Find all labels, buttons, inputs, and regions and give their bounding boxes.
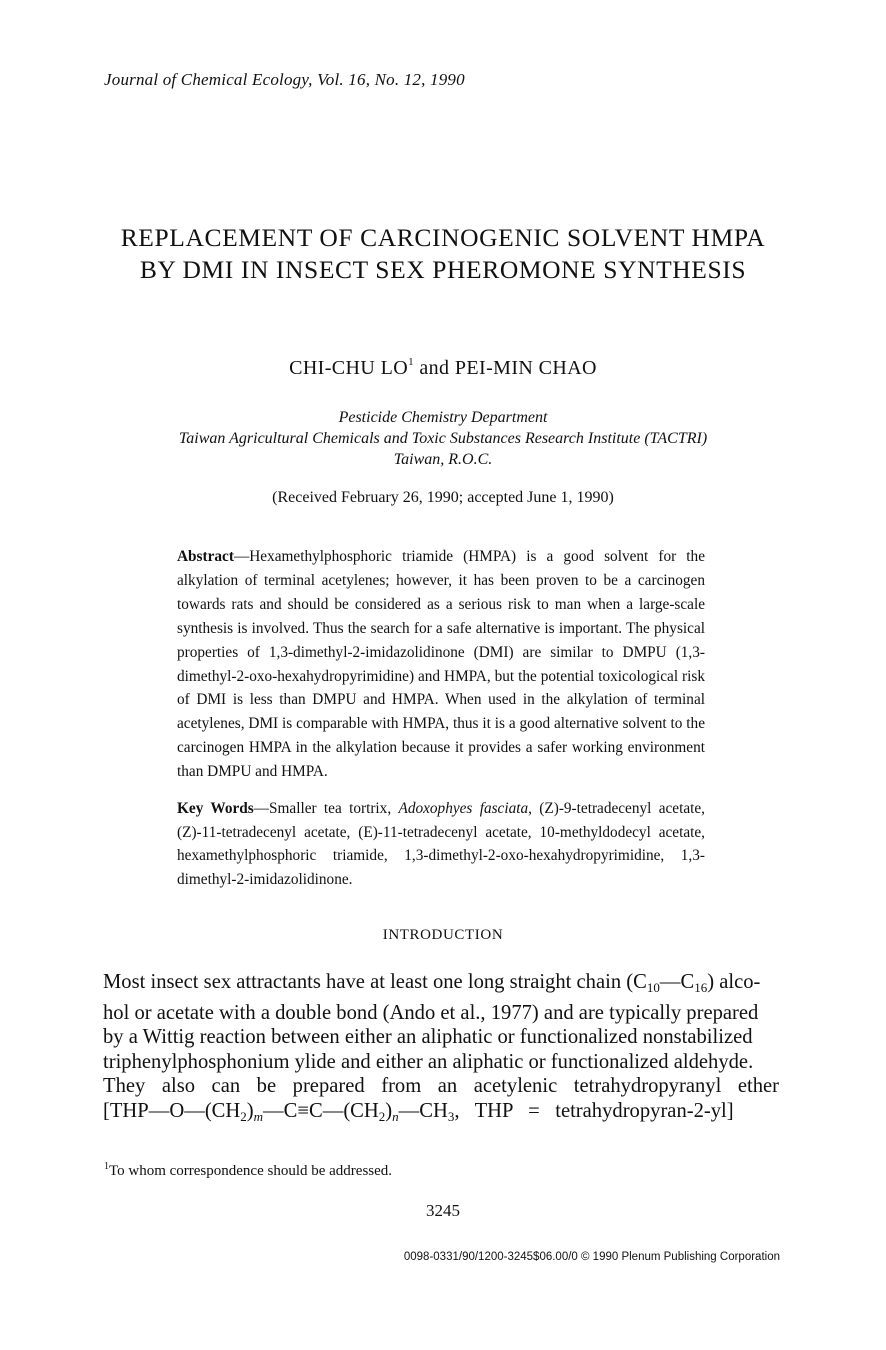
keywords xyxy=(177,797,705,891)
article-title xyxy=(60,222,826,286)
author-2: PEI-MIN CHAO xyxy=(454,357,597,379)
section-heading-introduction: INTRODUCTION xyxy=(382,927,504,943)
title-line-2: BY DMI IN INSECT SEX PHEROMONE SYNTHESIS xyxy=(139,255,747,284)
journal-header: Journal of Chemical Ecology, Vol. 16, No. 12, 1990 xyxy=(104,70,465,89)
footnote xyxy=(104,1161,392,1180)
author-connector: and xyxy=(413,357,455,379)
intro-line-1: Most insect sex attractants have at least one long straight chain $(C_{10}—C_{16})$ alco- xyxy=(103,971,761,995)
abstract-text: —Hexamethylphosphoric triamide (HMPA) is a good solvent for the alkylation of terminal acetylenes; however, it has been proven to be a carcinogen towards rats and should be considered as a serious risk to man when a large-scale synthesis is involved. Thus the search for a safe alternative is important. The physical properties of 1,3-dimethyl-2-imidazolidinone (DMI) are similar to DMPU (1,3-dimethyl-2-oxo-hexahydropyrimidine) and HMPA, but the potential toxicological risk of DMI is less than DMPU and HMPA. When used in the alkylation of terminal acetylenes, DMI is comparable with HMPA, thus it is a good alternative solvent to the carcinogen HMPA in the alkylation because it provides a safer working environment than DMPU and HMPA. xyxy=(177,548,705,781)
affiliation xyxy=(0,407,886,470)
affiliation-institute: Taiwan Agricultural Chemicals and Toxic Substances Research Institute (TACTRI) xyxy=(178,430,708,447)
page-number: 3245 xyxy=(426,1201,460,1220)
intro-line-3: by a Wittig reaction between either an aliphatic or functionalized nonstabilized xyxy=(103,1026,753,1048)
copyright-line: 0098-0331/90/1200-3245$06.00/0 © 1990 Plenum Publishing Corporation xyxy=(403,1251,780,1263)
received-dates: (Received February 26, 1990; accepted June 1, 1990) xyxy=(272,489,614,506)
introduction-body xyxy=(103,970,779,1129)
keywords-species: Adoxophyes fasciata xyxy=(398,800,529,817)
affiliation-country: Taiwan, R.O.C. xyxy=(393,451,493,468)
footnote-text: To whom correspondence should be addressed. xyxy=(109,1163,393,1179)
keywords-text-1: —Smaller tea tortrix, xyxy=(253,800,399,817)
author-1-footnote-marker: 1 xyxy=(408,356,414,368)
author-1: CHI-CHU LO xyxy=(289,357,409,379)
keywords-label: Key Words xyxy=(177,800,254,817)
authors xyxy=(0,356,886,380)
abstract xyxy=(177,545,705,784)
keywords-text-2: , (Z)-9-tetradecenyl acetate, (Z)-11-tetradecenyl acetate, (E)-11-tetradecenyl acetate, 10-methyldodecyl acetate, hexamethylphosphoric triamide, 1,3-dimethyl-2-oxo-hexahydropyrimidine, 1,3-dimethyl-2-imidazolidinone. xyxy=(177,800,705,888)
footnote-marker: 1 xyxy=(104,1161,109,1172)
abstract-label: Abstract xyxy=(177,548,234,565)
intro-line-2: hol or acetate with a double bond (Ando et al., 1977) and are typically prepared xyxy=(103,1001,759,1024)
intro-line-6: [$THP—O—(CH_2)_m—C\equiv C—(CH_2)_n—CH_3$, THP = tetrahydropyran-2-yl] xyxy=(103,1099,734,1124)
title-line-1: REPLACEMENT OF CARCINOGENIC SOLVENT HMPA xyxy=(120,223,766,252)
intro-line-4: triphenylphosphonium ylide and either an aliphatic or functionalized aldehyde. xyxy=(103,1050,754,1073)
intro-line-5: They also can be prepared from an acetylenic tetrahydropyranyl ether xyxy=(103,1075,779,1097)
affiliation-department: Pesticide Chemistry Department xyxy=(338,409,548,426)
